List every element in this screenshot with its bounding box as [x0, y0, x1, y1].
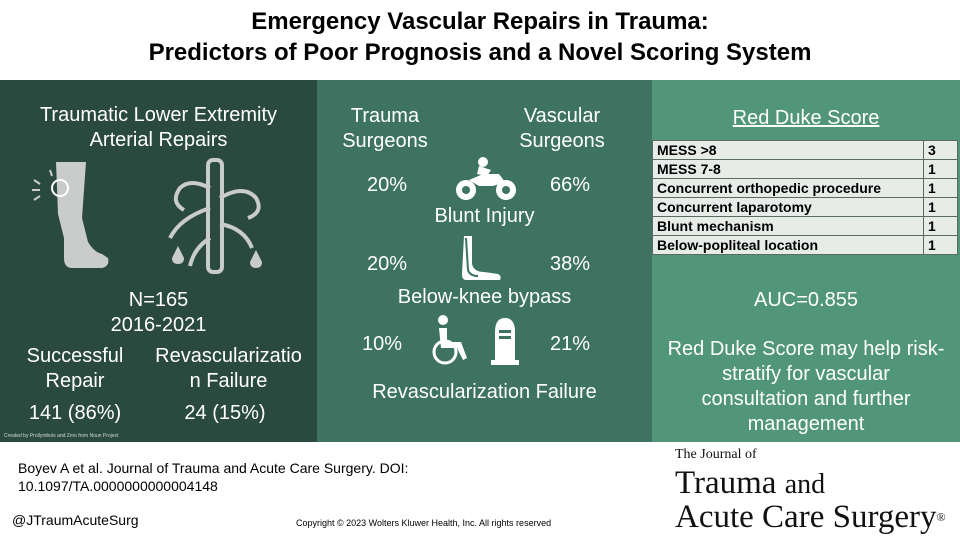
title-line-2: Predictors of Poor Prognosis and a Novel Scoring System	[148, 39, 812, 66]
failure-label-line-1: Revascularizatio	[155, 345, 302, 367]
table-row	[653, 198, 958, 217]
score-item: Below-popliteal location	[653, 236, 924, 255]
page-title	[0, 6, 960, 68]
red-duke-score-title: Red Duke Score	[732, 107, 880, 129]
study-years: 2016-2021	[110, 314, 207, 336]
trauma-failure-pct: 10%	[361, 333, 403, 355]
score-points: 1	[924, 160, 958, 179]
citation	[18, 459, 408, 495]
citation-line-1: Boyev A et al. Journal of Trauma and Acute Care Surgery. DOI:	[18, 460, 409, 476]
failure-value: 24 (15%)	[184, 402, 266, 424]
motorcycle-icon	[453, 156, 519, 204]
conclusion-line-3: consultation and further	[701, 388, 911, 410]
journal-logo-line-1: The Journal of	[675, 447, 757, 462]
score-table	[652, 140, 958, 255]
score-points: 1	[924, 179, 958, 198]
copyright: Copyright © 2023 Wolters Kluwer Health, Inc. All rights reserved	[296, 518, 552, 528]
trauma-blunt-pct: 20%	[366, 174, 408, 196]
score-item: MESS >8	[653, 141, 924, 160]
score-points: 1	[924, 236, 958, 255]
icon-credit: Created by Prollymbols and Zmo from Noun Project	[4, 433, 119, 439]
below-knee-bypass-label: Below-knee bypass	[397, 286, 572, 308]
score-points: 3	[924, 141, 958, 160]
right-panel	[652, 80, 960, 442]
citation-doi[interactable]: 10.1097/TA.0000000000004148	[18, 478, 218, 494]
injured-leg-icon	[20, 158, 130, 278]
success-label	[10, 344, 140, 394]
score-item: MESS 7-8	[653, 160, 924, 179]
journal-logo-acs: Acute Care Surgery	[675, 499, 937, 535]
vascular-header-line-1: Vascular	[523, 105, 601, 127]
blood-vessels-icon	[160, 158, 270, 278]
left-heading	[0, 103, 317, 153]
registered-mark: ®	[936, 510, 946, 524]
score-item: Blunt mechanism	[653, 217, 924, 236]
left-panel	[0, 80, 317, 442]
left-heading-line-1: Traumatic Lower Extremity	[39, 104, 278, 126]
score-item: Concurrent orthopedic procedure	[653, 179, 924, 198]
middle-panel	[317, 80, 652, 442]
failure-label	[140, 344, 317, 394]
trauma-surgeons-header	[335, 104, 435, 154]
twitter-handle[interactable]: @JTraumAcuteSurg	[12, 512, 139, 528]
auc-value: AUC=0.855	[754, 289, 858, 311]
journal-logo-line-3	[675, 499, 946, 535]
conclusion-line-2: stratify for vascular	[722, 363, 890, 385]
vascular-blunt-pct: 66%	[549, 174, 591, 196]
failure-label-line-2: n Failure	[189, 370, 268, 392]
sample-size: N=165	[128, 289, 189, 311]
vascular-surgeons-header	[507, 104, 617, 154]
vascular-header-line-2: Surgeons	[519, 130, 605, 152]
table-row	[653, 217, 958, 236]
left-heading-line-2: Arterial Repairs	[89, 129, 228, 151]
score-points: 1	[924, 198, 958, 217]
success-label-line-1: Successful	[26, 345, 124, 367]
table-row	[653, 179, 958, 198]
trauma-header-line-1: Trauma	[350, 105, 420, 127]
trauma-header-line-2: Surgeons	[342, 130, 428, 152]
conclusion	[652, 337, 960, 437]
revascularization-failure-label: Revascularization Failure	[372, 381, 597, 403]
score-points: 1	[924, 217, 958, 236]
table-row	[653, 236, 958, 255]
wheelchair-tombstone-icon	[429, 314, 539, 366]
journal-logo-line-2	[675, 465, 825, 503]
vascular-bkb-pct: 38%	[549, 253, 591, 275]
conclusion-line-4: management	[747, 413, 865, 435]
title-line-1: Emergency Vascular Repairs in Trauma:	[251, 8, 709, 35]
journal-logo-and: and	[784, 469, 826, 500]
conclusion-line-1: Red Duke Score may help risk-	[667, 338, 945, 360]
score-item: Concurrent laparotomy	[653, 198, 924, 217]
journal-logo-trauma: Trauma	[675, 465, 777, 501]
table-row	[653, 141, 958, 160]
success-value: 141 (86%)	[28, 402, 122, 424]
trauma-bkb-pct: 20%	[366, 253, 408, 275]
success-label-line-2: Repair	[45, 370, 105, 392]
table-row	[653, 160, 958, 179]
vascular-failure-pct: 21%	[549, 333, 591, 355]
blunt-injury-label: Blunt Injury	[434, 205, 535, 227]
foot-icon	[458, 234, 504, 284]
